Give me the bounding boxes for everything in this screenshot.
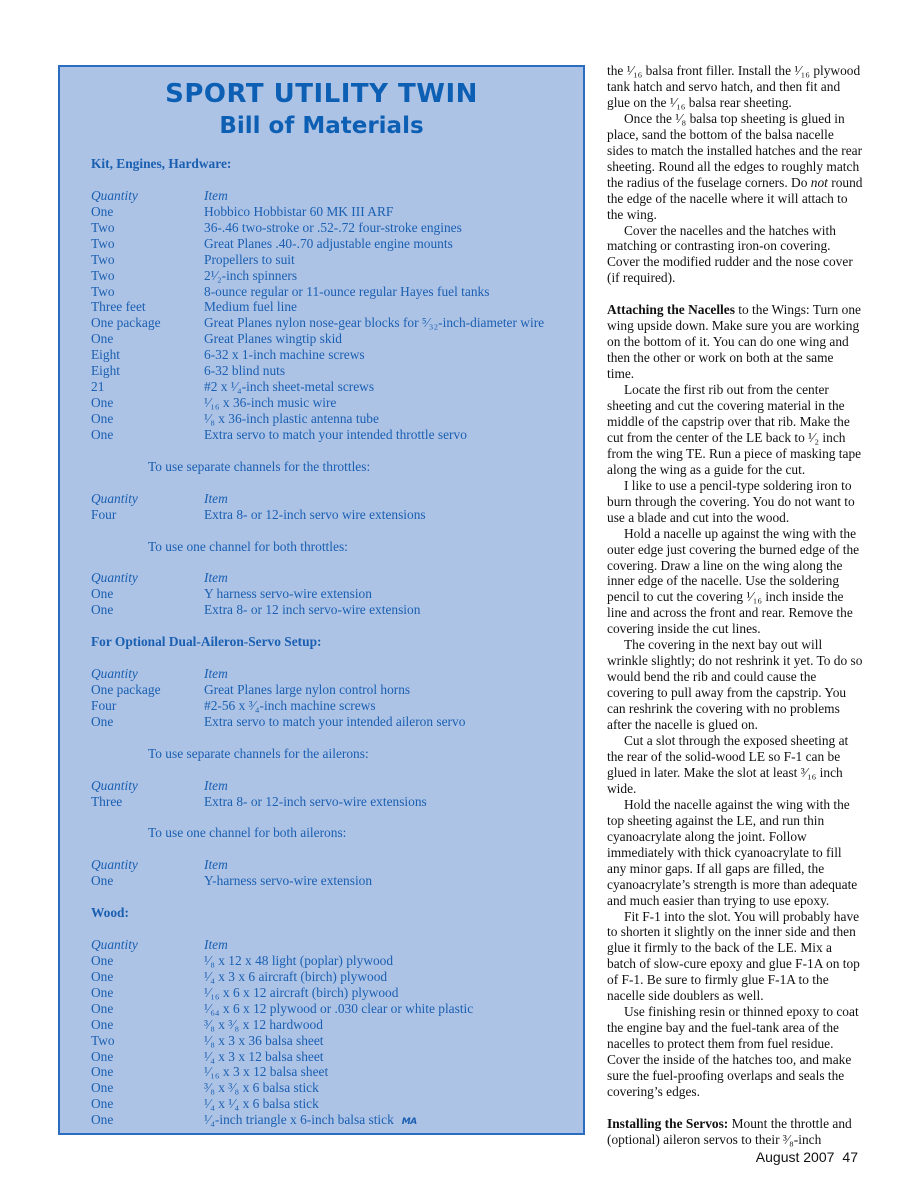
column-header-row xyxy=(60,666,583,682)
item-header: Item xyxy=(204,490,228,506)
quantity-cell: One xyxy=(91,1016,114,1032)
article-paragraph xyxy=(607,1116,863,1148)
blank-line xyxy=(60,523,583,539)
page-number: 47 xyxy=(842,1149,858,1165)
item-text: Great Planes wingtip skid xyxy=(204,331,342,347)
quantity-cell: Four xyxy=(91,506,117,522)
item-text: Great Planes nylon nose-gear blocks for ⁵⁄₃₂-inch-diameter wire xyxy=(204,315,545,331)
quantity-cell: One xyxy=(91,426,114,442)
item-text: 8-ounce regular or 11-ounce regular Hayes fuel tanks xyxy=(204,283,490,299)
column-header-row xyxy=(60,937,583,953)
bill-of-materials-sidebar xyxy=(58,65,585,1135)
item-text: ³⁄₈ x ³⁄₈ x 6 balsa stick xyxy=(204,1080,319,1096)
quantity-cell: One xyxy=(91,952,114,968)
article-paragraph xyxy=(607,302,863,382)
item-text: ¹⁄₄-inch triangle x 6-inch balsa stick xyxy=(204,1112,394,1128)
item-text: Extra servo to match your intended throttle servo xyxy=(204,426,467,442)
material-row xyxy=(60,427,583,443)
item-text: #2 x ¹⁄₄-inch sheet-metal screws xyxy=(204,379,375,395)
article-paragraph xyxy=(607,111,863,223)
quantity-cell: One xyxy=(91,968,114,984)
blank-line xyxy=(60,172,583,188)
article-paragraph xyxy=(607,909,863,1005)
paragraph-text: Cover the nacelles and the hatches with matching or contrasting iron-on covering. Cover the modified rudder and the nose cover (if required). xyxy=(607,222,853,286)
item-header: Item xyxy=(204,857,228,873)
item-cell xyxy=(204,268,297,284)
item-cell xyxy=(204,586,372,602)
run-in-heading: Attaching the Nacelles xyxy=(607,302,735,318)
article-paragraph xyxy=(607,797,863,909)
material-row xyxy=(60,1017,583,1033)
item-cell xyxy=(204,698,376,714)
blank-line xyxy=(60,762,583,778)
quantity-cell: One package xyxy=(91,681,161,697)
ma-logo: MA xyxy=(401,1117,417,1128)
quantity-cell: One xyxy=(91,411,114,426)
item-text: ¹⁄₈ x 36-inch plastic antenna tube xyxy=(204,411,379,426)
item-cell xyxy=(204,347,365,363)
quantity-header: Quantity xyxy=(91,570,138,586)
column-header-row xyxy=(60,188,583,204)
item-header: Item xyxy=(204,936,228,952)
quantity-cell: One xyxy=(91,203,114,219)
run-in-heading: Installing the Servos: xyxy=(607,1115,729,1131)
paragraph-text: round the edge of the nacelle where it will attach to the wing. xyxy=(607,174,863,222)
section-note: To use separate channels for the throttles: xyxy=(148,458,371,474)
section-heading: For Optional Dual-Aileron-Servo Setup: xyxy=(91,634,322,650)
section-heading: Kit, Engines, Hardware: xyxy=(91,156,232,171)
column-header-row xyxy=(60,778,583,794)
quantity-cell: Three xyxy=(91,793,123,809)
paragraph-text: to the Wings: Turn one wing upside down. Make sure you are working on the bottom of it. You can do one wing and then the other or work on both at the same time. xyxy=(607,302,862,382)
item-cell xyxy=(204,204,393,220)
article-paragraph xyxy=(607,382,863,478)
blank-line xyxy=(607,1100,863,1116)
blank-line xyxy=(60,443,583,459)
material-row xyxy=(60,220,583,236)
paragraph-text: I like to use a pencil-type soldering iron to burn through the covering. You do not want to use a blade and cut into the wood. xyxy=(607,477,855,525)
item-text: ¹⁄₆₄ x 6 x 12 plywood or .030 clear or white plastic xyxy=(204,1000,474,1016)
article-column xyxy=(607,63,863,1148)
paragraph-text: Fit F-1 into the slot. You will probably have to shorten it slightly on the inner side and then glue it firmly to the back of the LE. Mix a batch of slow-cure epoxy and glue F-1A on top of F-1. Be sure to firmly glue F-1A to the nacelle side doublers as well. xyxy=(607,908,860,1004)
item-text: ¹⁄₈ x 12 x 48 light (poplar) plywood xyxy=(204,952,394,968)
quantity-header: Quantity xyxy=(91,666,138,681)
blank-line xyxy=(607,286,863,302)
item-text: Propellers to suit xyxy=(204,251,295,267)
blank-line xyxy=(60,475,583,491)
item-header: Item xyxy=(204,187,228,203)
blank-line xyxy=(60,889,583,905)
quantity-cell: One xyxy=(91,713,114,729)
paragraph-text: Once the ¹⁄₈ balsa top sheeting is glued in place, sand the bottom of the balsa nacelle sides to match the installed hatches and the rear sheeting. Round all the edges to roughly match the radius of the fuselage corners. Do xyxy=(607,110,863,190)
material-row xyxy=(60,873,583,889)
item-cell xyxy=(204,299,297,315)
material-row xyxy=(60,395,583,411)
blank-line xyxy=(60,618,583,634)
quantity-header: Quantity xyxy=(91,857,138,873)
material-row xyxy=(60,953,583,969)
item-text: ¹⁄₄ x 3 x 12 balsa sheet xyxy=(204,1048,324,1064)
item-text: 2¹⁄₂-inch spinners xyxy=(204,267,298,283)
item-cell xyxy=(204,985,398,1001)
quantity-cell: 21 xyxy=(91,379,105,395)
material-row xyxy=(60,252,583,268)
item-cell xyxy=(204,1064,328,1080)
column-header-row xyxy=(60,491,583,507)
section-note: To use separate channels for the ailerons: xyxy=(148,745,369,761)
item-text: ³⁄₈ x ³⁄₈ x 12 hardwood xyxy=(204,1016,323,1032)
quantity-cell: One xyxy=(91,1096,114,1112)
quantity-cell: Three feet xyxy=(91,299,146,315)
material-row xyxy=(60,204,583,220)
material-row xyxy=(60,1033,583,1049)
item-cell xyxy=(204,507,426,523)
quantity-cell: Two xyxy=(91,1032,115,1048)
materials-list xyxy=(60,156,583,1128)
item-text: Hobbico Hobbistar 60 MK III ARF xyxy=(204,203,394,219)
item-text: Extra servo to match your intended aileron servo xyxy=(204,713,466,729)
blank-line xyxy=(60,650,583,666)
blank-line xyxy=(60,730,583,746)
paragraph-text: Mount the throttle and (optional) aileron servos to their ³⁄₈-inch xyxy=(607,1115,852,1147)
article-paragraph xyxy=(607,478,863,526)
material-row xyxy=(60,411,583,427)
item-cell xyxy=(204,682,410,698)
item-text: ¹⁄₈ x 3 x 36 balsa sheet xyxy=(204,1032,324,1048)
quantity-cell: One xyxy=(91,586,114,602)
material-row xyxy=(60,331,583,347)
item-cell xyxy=(204,953,393,969)
item-cell xyxy=(204,331,342,347)
material-row xyxy=(60,1096,583,1112)
quantity-header: Quantity xyxy=(91,490,138,506)
item-header: Item xyxy=(204,570,228,586)
quantity-cell: One xyxy=(91,873,114,889)
sidebar-subtitle: Bill of Materials xyxy=(219,113,424,139)
article-paragraph xyxy=(607,526,863,638)
item-text: ¹⁄₁₆ x 6 x 12 aircraft (birch) plywood xyxy=(204,984,399,1000)
material-row xyxy=(60,698,583,714)
item-cell xyxy=(204,315,544,331)
blank-line xyxy=(60,809,583,825)
item-cell xyxy=(204,427,467,443)
item-cell xyxy=(204,1001,473,1017)
material-row xyxy=(60,794,583,810)
item-cell xyxy=(204,236,453,252)
quantity-cell: One xyxy=(91,1064,114,1080)
article-paragraph xyxy=(607,637,863,733)
article-paragraph xyxy=(607,733,863,797)
quantity-cell: Two xyxy=(91,251,115,267)
quantity-header: Quantity xyxy=(91,936,138,952)
section-heading: Wood: xyxy=(91,905,129,921)
item-cell xyxy=(204,1033,324,1049)
column-header-row xyxy=(60,857,583,873)
quantity-cell: Two xyxy=(91,235,115,251)
item-cell xyxy=(204,873,372,889)
item-text: 6-32 blind nuts xyxy=(204,363,286,379)
material-row xyxy=(60,299,583,315)
material-row xyxy=(60,602,583,618)
item-cell xyxy=(204,363,285,379)
material-row xyxy=(60,268,583,284)
item-cell xyxy=(204,794,427,810)
item-cell xyxy=(204,252,295,268)
paragraph-text: Use finishing resin or thinned epoxy to coat the engine bay and the fuel-tank area of the nacelles to protect them from fuel residue. Cover the inside of the hatches too, and make sure the fuel-proofing overlaps and seals the covering’s edges. xyxy=(607,1004,859,1099)
item-text: Extra 8- or 12 inch servo-wire extension xyxy=(204,602,421,618)
paragraph-text: not xyxy=(810,174,828,190)
item-cell xyxy=(204,714,465,730)
material-row xyxy=(60,1049,583,1065)
paragraph-text: The covering in the next bay out will wrinkle slightly; do not reshrink it yet. To do so would bend the rib and could cause the covering to pull away from the capstrip. You can reshrink the covering with no problems after the nacelle is glued on. xyxy=(607,637,863,733)
paragraph-text: Hold a nacelle up against the wing with the outer edge just covering the burned edge of the covering. Draw a line on the wing along the inner edge of the nacelle. Use the soldering pencil to cut the covering ¹⁄₁₆ inch inside the line and across the front and rear. Remove the covering inside the cut lines. xyxy=(607,525,860,637)
item-cell xyxy=(204,1112,417,1131)
material-row xyxy=(60,379,583,395)
section-note: To use one channel for both throttles: xyxy=(148,538,348,554)
material-row xyxy=(60,507,583,523)
quantity-cell: Eight xyxy=(91,347,121,363)
item-text: Extra 8- or 12-inch servo wire extensions xyxy=(204,506,426,522)
item-text: Y-harness servo-wire extension xyxy=(204,873,373,889)
item-cell xyxy=(204,395,336,411)
quantity-cell: Two xyxy=(91,219,115,235)
quantity-cell: Two xyxy=(91,283,115,299)
material-row xyxy=(60,969,583,985)
quantity-cell: Four xyxy=(91,697,117,713)
item-text: Great Planes .40-.70 adjustable engine mounts xyxy=(204,235,453,251)
material-row xyxy=(60,714,583,730)
material-row xyxy=(60,315,583,331)
item-text: Great Planes large nylon control horns xyxy=(204,681,411,697)
issue-date: August 2007 xyxy=(755,1149,835,1165)
paragraph-text: the ¹⁄₁₆ balsa front filler. Install the ¹⁄₁₆ plywood tank hatch and servo hatch, and then fit and glue on the ¹⁄₁₆ balsa rear sheeting. xyxy=(607,63,861,110)
blank-line xyxy=(60,841,583,857)
item-cell xyxy=(204,1049,324,1065)
quantity-cell: One xyxy=(91,331,114,347)
material-row xyxy=(60,1064,583,1080)
article-paragraph xyxy=(607,1004,863,1100)
quantity-cell: One xyxy=(91,1080,114,1096)
material-row xyxy=(60,1001,583,1017)
item-header: Item xyxy=(204,666,228,681)
section-note: To use one channel for both ailerons: xyxy=(148,825,347,841)
material-row xyxy=(60,1112,583,1128)
quantity-header: Quantity xyxy=(91,777,138,793)
sidebar-title: SPORT UTILITY TWIN xyxy=(165,79,478,109)
item-cell xyxy=(204,1096,319,1112)
material-row xyxy=(60,347,583,363)
item-text: 6-32 x 1-inch machine screws xyxy=(204,347,365,363)
item-text: Extra 8- or 12-inch servo-wire extensions xyxy=(204,793,427,809)
quantity-cell: One xyxy=(91,395,114,411)
blank-line xyxy=(60,921,583,937)
quantity-cell: One xyxy=(91,1112,114,1128)
item-text: ¹⁄₄ x 3 x 6 aircraft (birch) plywood xyxy=(204,968,388,984)
item-header: Item xyxy=(204,777,228,793)
paragraph-text: Hold the nacelle against the wing with the top sheeting against the LE, and run thin cyanoacrylate along the joint. Follow immediately with thick cyanoacrylate to fill any minor gaps. If all gaps are filled, the cyanoacrylate’s strength is more than adequate and much easier than trying to use epoxy. xyxy=(607,796,858,908)
item-text: Y harness servo-wire extension xyxy=(204,586,372,602)
material-row xyxy=(60,682,583,698)
item-text: 36-.46 two-stroke or .52-.72 four-stroke engines xyxy=(204,219,462,235)
material-row xyxy=(60,985,583,1001)
quantity-cell: One xyxy=(91,1048,114,1064)
item-text: ¹⁄₁₆ x 3 x 12 balsa sheet xyxy=(204,1064,329,1080)
article-paragraph xyxy=(607,63,863,111)
item-text: ¹⁄₄ x ¹⁄₄ x 6 balsa stick xyxy=(204,1096,319,1112)
material-row xyxy=(60,284,583,300)
item-cell xyxy=(204,1017,323,1033)
quantity-cell: One xyxy=(91,1000,114,1016)
article-paragraph xyxy=(607,223,863,287)
item-cell xyxy=(204,284,489,300)
quantity-cell: One xyxy=(91,602,114,618)
quantity-cell: One xyxy=(91,984,114,1000)
item-cell xyxy=(204,602,420,618)
quantity-cell: Two xyxy=(91,267,115,283)
item-cell xyxy=(204,1080,319,1096)
paragraph-text: Locate the first rib out from the center sheeting and cut the covering material in the middle of the capstrip over that rib. Make the cut from the center of the LE back to ¹⁄₂ inch from the wing TE. Run a piece of masking tape along the wing as a guide for the cut. xyxy=(607,382,862,477)
item-cell xyxy=(204,379,374,395)
page-footer xyxy=(756,1149,858,1165)
material-row xyxy=(60,363,583,379)
paragraph-text: Cut a slot through the exposed sheeting at the rear of the solid-wood LE so F-1 can be glued in later. Make the slot at least ³⁄₁₆ inch wide. xyxy=(607,733,849,796)
item-cell xyxy=(204,220,462,236)
item-text: #2-56 x ³⁄₄-inch machine screws xyxy=(204,697,376,713)
column-header-row xyxy=(60,570,583,586)
item-cell xyxy=(204,411,379,427)
quantity-header: Quantity xyxy=(91,187,138,203)
material-row xyxy=(60,236,583,252)
material-row xyxy=(60,586,583,602)
material-row xyxy=(60,1080,583,1096)
quantity-cell: Eight xyxy=(91,363,121,379)
quantity-cell: One package xyxy=(91,315,161,331)
item-cell xyxy=(204,969,387,985)
item-text: ¹⁄₁₆ x 36-inch music wire xyxy=(204,395,337,411)
blank-line xyxy=(60,554,583,570)
item-text: Medium fuel line xyxy=(204,299,297,315)
